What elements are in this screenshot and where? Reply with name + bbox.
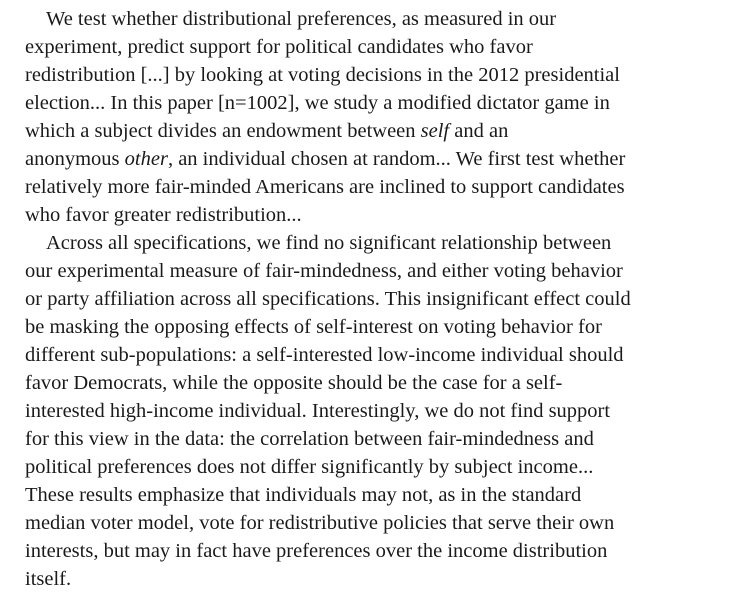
italic-term-self: self xyxy=(420,120,450,142)
text-line: be masking the opposing effects of self-interest on voting behavior for xyxy=(25,316,602,338)
text-line: different sub-populations: a self-interested low-income individual should xyxy=(25,344,624,366)
text-line: median voter model, vote for redistributive policies that serve their own xyxy=(25,512,615,534)
paragraph-1 xyxy=(25,5,739,229)
text-line: which a subject divides an endowment between self and an xyxy=(25,120,509,142)
text-line: interests, but may in fact have preferences over the income distribution xyxy=(25,540,608,562)
italic-term-other: other xyxy=(124,148,168,170)
text-line: We test whether distributional preferences, as measured in our xyxy=(46,8,557,30)
text-line: relatively more fair-minded Americans are inclined to support candidates xyxy=(25,176,625,198)
text-line: interested high-income individual. Interestingly, we do not find support xyxy=(25,400,611,422)
text-line: These results emphasize that individuals may not, as in the standard xyxy=(25,484,582,506)
text-line: anonymous other, an individual chosen at random... We first test whether xyxy=(25,148,626,170)
text-line: Across all specifications, we find no significant relationship between xyxy=(46,232,612,254)
text-line: redistribution [...] by looking at voting decisions in the 2012 presidential xyxy=(25,64,620,86)
text-line: political preferences does not differ significantly by subject income... xyxy=(25,456,594,478)
text-line: favor Democrats, while the opposite should be the case for a self- xyxy=(25,372,563,394)
text-line: itself. xyxy=(25,568,72,590)
text-line: our experimental measure of fair-mindedness, and either voting behavior xyxy=(25,260,623,282)
text-line: who favor greater redistribution... xyxy=(25,204,302,226)
paragraph-2 xyxy=(25,229,739,593)
text-line: election... In this paper [n=1002], we study a modified dictator game in xyxy=(25,92,610,114)
document-body xyxy=(25,5,739,593)
text-line: for this view in the data: the correlation between fair-mindedness and xyxy=(25,428,594,450)
text-line: experiment, predict support for political candidates who favor xyxy=(25,36,533,58)
text-line: or party affiliation across all specifications. This insignificant effect could xyxy=(25,288,631,310)
